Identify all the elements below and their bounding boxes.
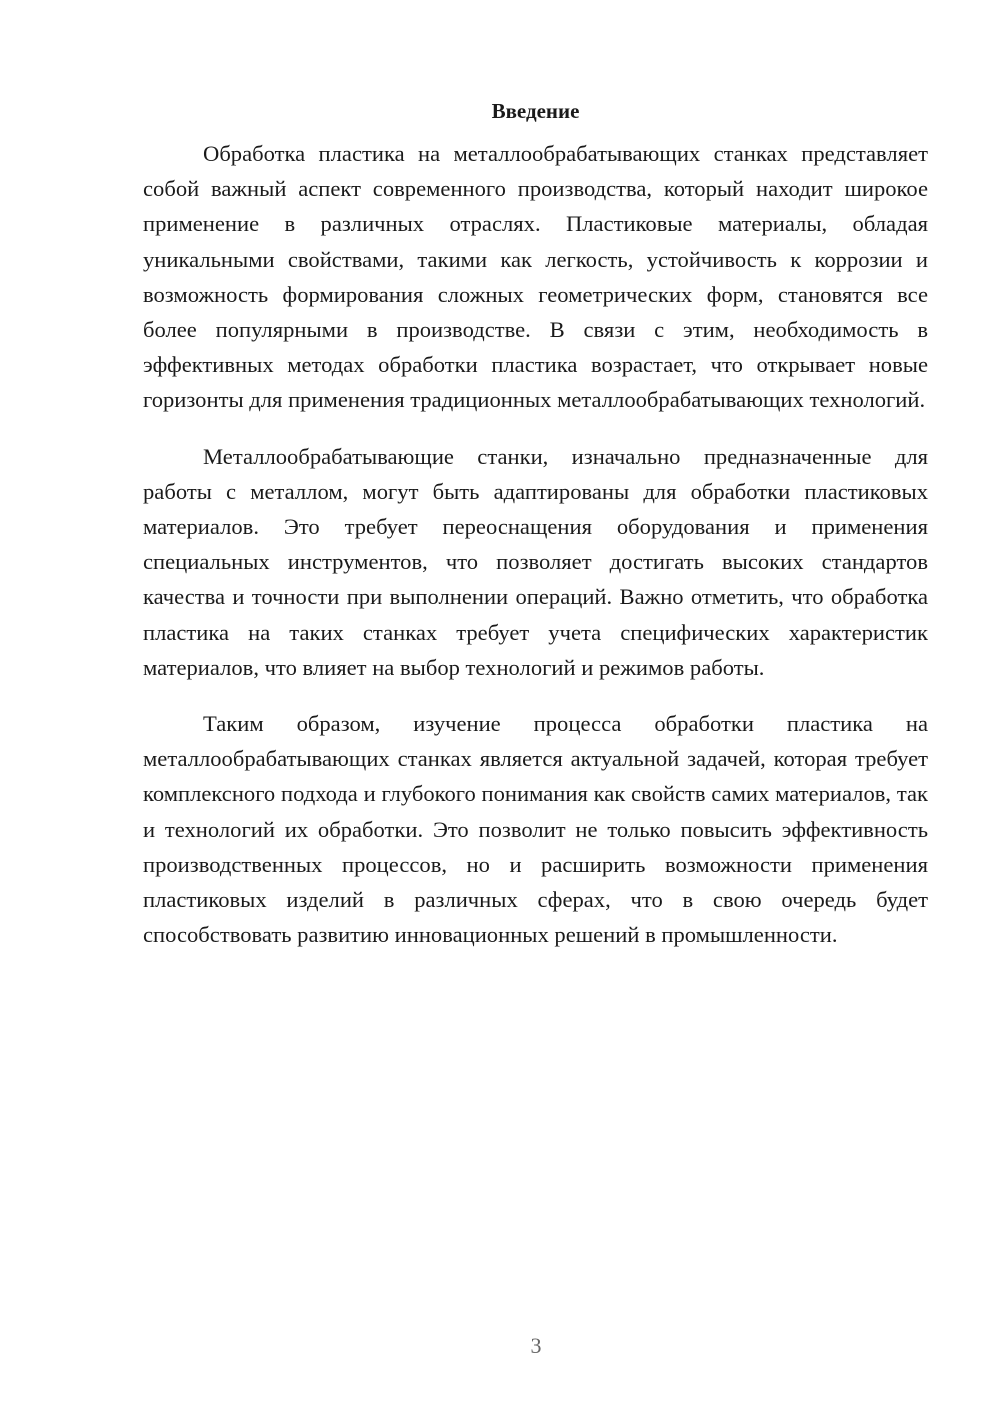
paragraph-1: Обработка пластика на металлообрабатывающих станках представляет собой важный аспект современного производства, который находит широкое применение в различных отраслях. Пластиковые материалы, обладая уникальными свойствами, такими как легкость, устойчивость к коррозии и возможность формирования сложных геометрических форм, становятся все более популярными в производстве. В связи с этим, необходимость в эффективных методах обработки пластика возрастает, что открывает новые горизонты для применения традиционных металлообрабатывающих технологий. <box>143 141 928 413</box>
page-content <box>143 97 928 952</box>
page-number: 3 <box>530 1333 542 1358</box>
paragraph-2: Металлообрабатывающие станки, изначально предназначенные для работы с металлом, могут быть адаптированы для обработки пластиковых материалов. Это требует переоснащения оборудования и применения специальных инструментов, что позволяет достигать высоких стандартов качества и точности при выполнении операций. Важно отметить, что обработка пластика на таких станках требует учета специфических характеристик материалов, что влияет на выбор технологий и режимов работы. <box>143 443 928 680</box>
paragraph-3: Таким образом, изучение процесса обработки пластика на металлообрабатывающих станках является актуальной задачей, которая требует комплексного подхода и глубокого понимания как свойств самих материалов, так и технологий их обработки. Это позволит не только повысить эффективность производственных процессов, но и расширить возможности применения пластиковых изделий в различных сферах, что в свою очередь будет способствовать развитию инновационных решений в промышленности. <box>143 711 928 948</box>
section-title: Введение <box>491 99 580 123</box>
